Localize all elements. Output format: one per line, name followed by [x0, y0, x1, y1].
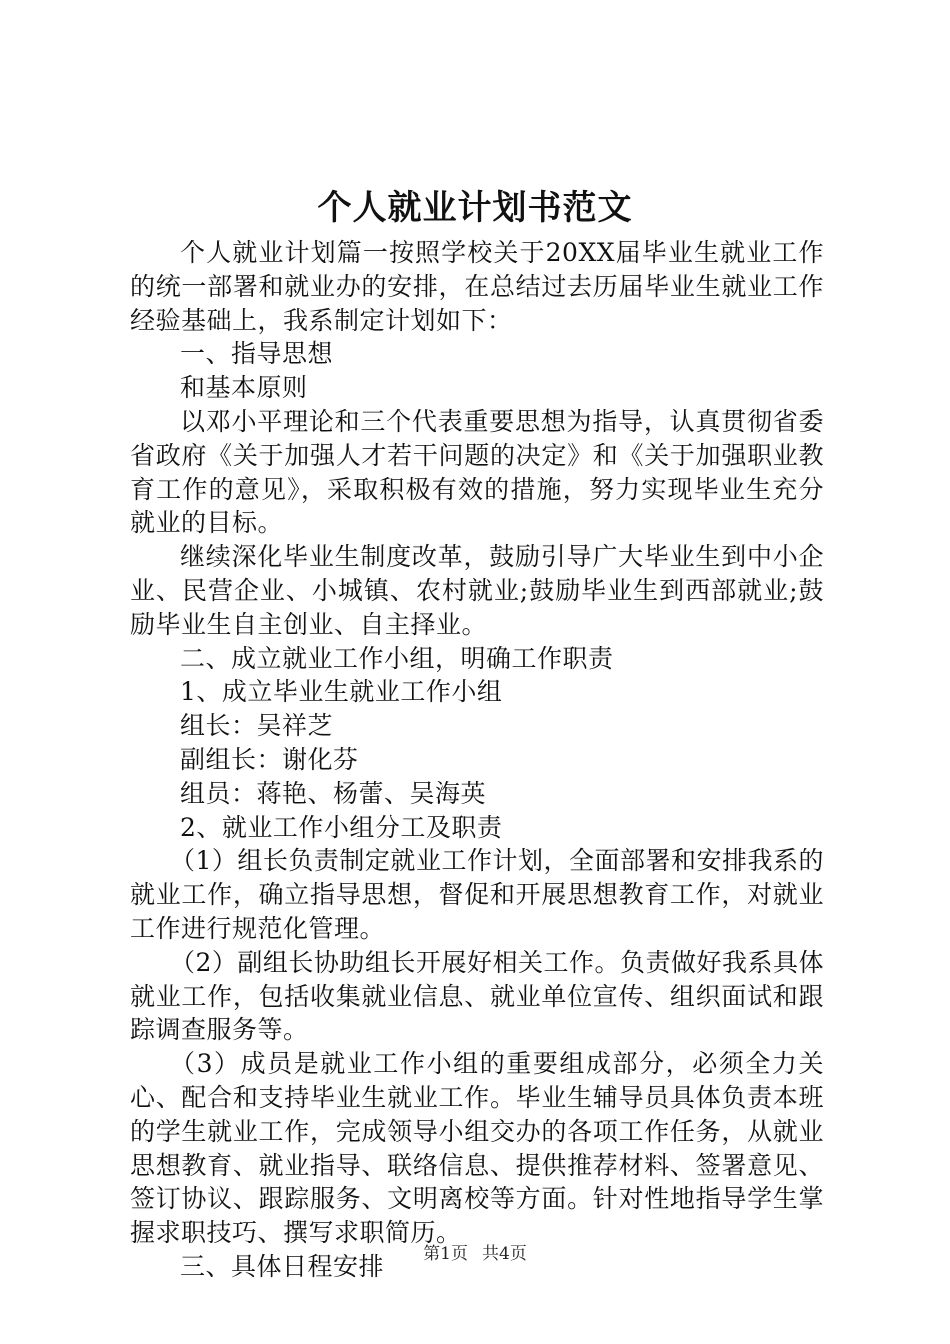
page-number: 第1页: [423, 1244, 468, 1264]
members-line: 组员：蒋艳、杨蕾、吴海英: [180, 778, 487, 808]
paragraph-reform: 继续深化毕业生制度改革，鼓励引导广大毕业生到中小企业、民营企业、小城镇、农村就业;鼓励毕业生到西部就业;鼓励毕业生自主创业、自主择业。: [130, 542, 824, 639]
deputy-leader-line: 副组长：谢化芬: [180, 744, 359, 774]
heading-basic-principles: 和基本原则: [180, 373, 308, 403]
page-footer: [0, 1242, 950, 1266]
paragraph-responsibility-1: （1）组长负责制定就业工作计划，全面部署和安排我系的就业工作，确立指导思想，督促和开展思想教育工作，对就业工作进行规范化管理。: [130, 846, 824, 943]
heading-guiding-ideology: 一、指导思想: [180, 339, 334, 369]
paragraph-guidance: 以邓小平理论和三个代表重要思想为指导，认真贯彻省委省政府《关于加强人才若干问题的决定》和《关于加强职业教育工作的意见》，采取积极有效的措施，努力实现毕业生充分就业的目标。: [130, 406, 824, 538]
document-title: 个人就业计划书范文: [317, 188, 633, 228]
paragraph-responsibility-3: （3）成员是就业工作小组的重要组成部分，必须全力关心、配合和支持毕业生就业工作。毕业生辅导员具体负责本班的学生就业工作，完成领导小组交办的各项工作任务，从就业思想教育、就业指导、联络信息、提供推荐材料、签署意见、签订协议、跟踪服务、文明离校等方面。针对性地指导学生掌握求职技巧、撰写求职简历。: [130, 1049, 824, 1248]
paragraph-intro: 个人就业计划篇一按照学校关于20XX届毕业生就业工作的统一部署和就业办的安排，在总结过去历届毕业生就业工作经验基础上，我系制定计划如下：: [130, 238, 824, 335]
heading-schedule: 三、具体日程安排: [180, 1251, 385, 1281]
page-total: 共4页: [482, 1244, 527, 1264]
heading-working-group: 二、成立就业工作小组，明确工作职责: [180, 643, 614, 673]
document-body: [130, 236, 824, 1284]
paragraph-responsibility-2: （2）副组长协助组长开展好相关工作。负责做好我系具体就业工作，包括收集就业信息、就业单位宣传、组织面试和跟踪调查服务等。: [130, 947, 824, 1045]
subheading-establish-group: 1、成立毕业生就业工作小组: [180, 677, 503, 707]
subheading-responsibilities: 2、就业工作小组分工及职责: [180, 812, 503, 842]
group-leader-line: 组长：吴祥芝: [180, 711, 334, 741]
